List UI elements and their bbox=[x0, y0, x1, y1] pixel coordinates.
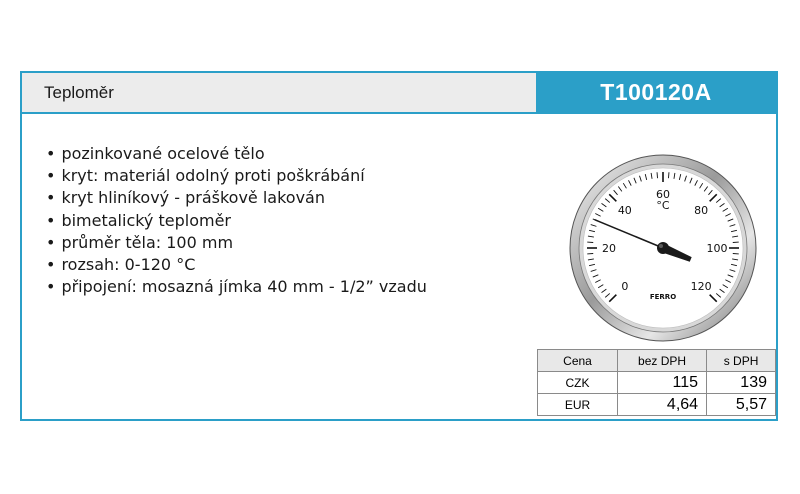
price-gross: 5,57 bbox=[707, 394, 776, 416]
feature-item: • kryt hliníkový - práškově lakován bbox=[46, 187, 427, 209]
gauge-brand: FERRO bbox=[649, 293, 677, 301]
gauge-scale-label: 80 bbox=[694, 203, 709, 217]
price-header-net: bez DPH bbox=[618, 350, 707, 372]
price-header-gross: s DPH bbox=[707, 350, 776, 372]
gauge-scale-label: 0 bbox=[621, 280, 629, 294]
table-row bbox=[538, 394, 776, 416]
feature-item: • kryt: materiál odolný proti poškrábání bbox=[46, 165, 427, 187]
feature-item: • bimetalický teploměr bbox=[46, 210, 427, 232]
price-currency: EUR bbox=[538, 394, 618, 416]
price-gross: 139 bbox=[707, 372, 776, 394]
price-table-header-row bbox=[538, 350, 776, 372]
feature-item: • průměr těla: 100 mm bbox=[46, 232, 427, 254]
feature-item: • připojení: mosazná jímka 40 mm - 1/2” vzadu bbox=[46, 276, 427, 298]
product-title: Teploměr bbox=[22, 73, 536, 112]
gauge-scale-label: 60 bbox=[656, 188, 670, 201]
feature-list bbox=[46, 143, 427, 298]
gauge-scale-label: 20 bbox=[602, 242, 616, 255]
price-header-cena: Cena bbox=[538, 350, 618, 372]
price-net: 115 bbox=[618, 372, 707, 394]
gauge-scale-label: 40 bbox=[617, 203, 632, 217]
price-currency: CZK bbox=[538, 372, 618, 394]
thermometer-gauge-image bbox=[568, 153, 758, 343]
feature-item: • pozinkované ocelové tělo bbox=[46, 143, 427, 165]
table-row bbox=[538, 372, 776, 394]
gauge-scale-label: 120 bbox=[690, 280, 712, 294]
price-net: 4,64 bbox=[618, 394, 707, 416]
price-table bbox=[537, 349, 776, 416]
gauge-unit: °C bbox=[656, 199, 670, 212]
product-header bbox=[22, 73, 776, 114]
gauge-needle-hub bbox=[657, 242, 669, 254]
gauge-scale-label: 100 bbox=[706, 242, 728, 255]
product-card bbox=[20, 71, 778, 421]
feature-item: • rozsah: 0-120 °C bbox=[46, 254, 427, 276]
product-code: T100120A bbox=[536, 73, 776, 112]
